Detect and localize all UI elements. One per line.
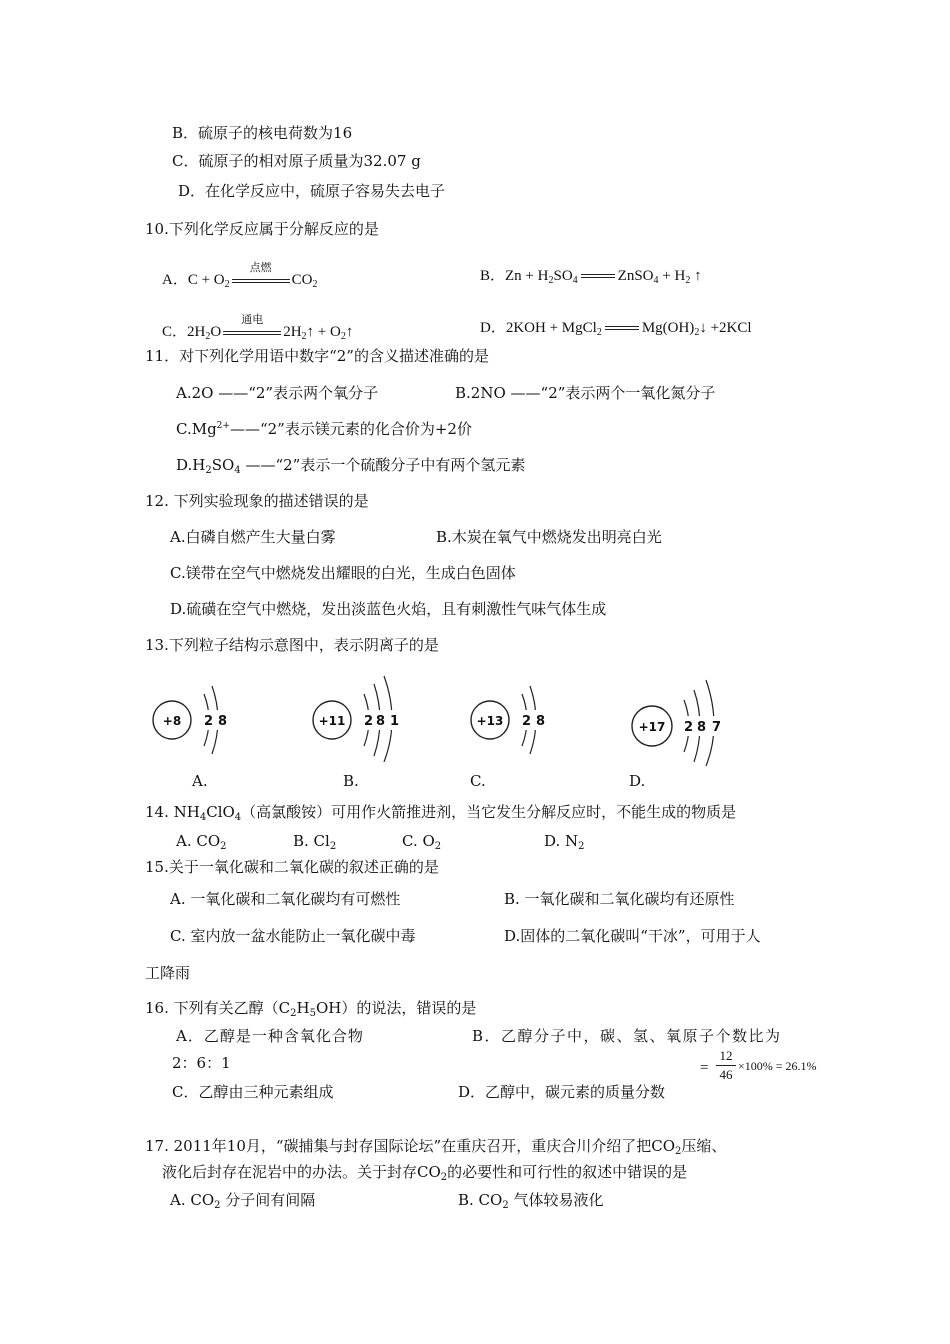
q11-stem: 11．对下列化学用语中数字“2”的含义描述准确的是: [145, 347, 489, 365]
q12-option-a: A.白磷自燃产生大量白雾: [170, 528, 336, 546]
q10-option-a: A．$C + O_2$ 点燃 $CO_2$: [162, 260, 318, 290]
q17-option-b: B. $CO_2$ 气体较易液化: [458, 1191, 604, 1211]
q15-option-c: C. 室内放一盆水能防止一氧化碳中毒: [170, 927, 416, 945]
q15-option-d: D.固体的二氧化碳叫“干冰”，可用于人: [504, 927, 761, 945]
q12-option-c: C.镁带在空气中燃烧发出耀眼的白光，生成白色固体: [170, 564, 516, 582]
equals-sign: 点燃: [232, 274, 290, 288]
atom-diagram-c: [466, 680, 566, 764]
atom-diagram-b: [308, 672, 418, 766]
q14-option-b: B. $Cl_2$: [293, 832, 337, 852]
q15-option-a: A. 一氧化碳和二氧化碳均有可燃性: [170, 890, 401, 908]
q13-stem: 13.下列粒子结构示意图中，表示阴离子的是: [145, 636, 439, 654]
q9-option-c: C．硫原子的相对原子质量为32.07 g: [172, 152, 421, 170]
q10-option-b: B．$Zn + H_2SO_4$ ZnSO$_4$ + $H_2$ ↑: [480, 268, 702, 286]
q17-option-a: A. $CO_2$ 分子间有间隔: [170, 1191, 316, 1211]
q15-option-d-continued: 工降雨: [145, 964, 191, 982]
q15-stem: 15.关于一氧化碳和二氧化碳的叙述正确的是: [145, 858, 439, 876]
svg-text:8: 8: [697, 720, 707, 735]
svg-text:7: 7: [712, 720, 722, 735]
q11-option-a: A.2O ——“2”表示两个氧分子: [176, 384, 379, 402]
svg-text:2: 2: [364, 714, 374, 729]
q12-option-d: D.硫磺在空气中燃烧，发出淡蓝色火焰，且有刺激性气味气体生成: [170, 600, 607, 618]
equals-sign: [605, 325, 639, 333]
q12-stem: 12. 下列实验现象的描述错误的是: [145, 492, 369, 510]
atom-label-c: C.: [470, 772, 486, 790]
q10-stem: 10.下列化学反应属于分解反应的是: [145, 220, 379, 238]
svg-text:1: 1: [390, 714, 400, 729]
q9-option-d: D．在化学反应中，硫原子容易失去电子: [178, 182, 446, 200]
svg-text:2: 2: [684, 720, 694, 735]
svg-text:+13: +13: [476, 714, 504, 728]
svg-text:2: 2: [204, 714, 214, 729]
q11-option-d: $D.H_2SO_4$ ——“2”表示一个硫酸分子中有两个氢元素: [176, 456, 526, 476]
q14-stem: 14. $NH_4ClO_4$（高氯酸铵）可用作火箭推进剂，当它发生分解反应时，不能生成的物质是: [145, 803, 737, 823]
q12-option-b: B.木炭在氧气中燃烧发出明亮白光: [436, 528, 662, 546]
q14-option-a: A. $CO_2$: [176, 832, 227, 852]
q10-option-d: D．2KOH + MgCl$_2$ $Mg(OH)_2↓ +2KCl$: [480, 320, 752, 338]
q16-option-b-continued: 2：6：1: [172, 1054, 231, 1072]
svg-text:8: 8: [218, 714, 228, 729]
atom-label-b: B.: [343, 772, 359, 790]
svg-text:8: 8: [376, 714, 386, 729]
q9-option-b: B．硫原子的核电荷数为16: [172, 124, 353, 142]
nucleus-charge: +8: [162, 714, 182, 728]
q11-option-b: B.2NO ——“2”表示两个一氧化氮分子: [455, 384, 716, 402]
q11-option-c: $C.Mg^{2+}——“2$”表示镁元素的化合价为+2价: [176, 420, 472, 438]
q10-option-c: C．$2H_2O$ 通电 $2H_2↑$ + $O_2↑$: [162, 312, 354, 342]
svg-text:+11: +11: [318, 714, 346, 728]
svg-text:+17: +17: [638, 720, 666, 734]
q16-option-d: D．乙醇中，碳元素的质量分数: [458, 1083, 666, 1101]
equals-sign: [581, 273, 615, 281]
equals-sign: 通电: [223, 326, 281, 340]
q15-option-b: B. 一氧化碳和二氧化碳均有还原性: [504, 890, 735, 908]
atom-diagram-d: [628, 676, 738, 770]
atom-label-a: A.: [192, 772, 208, 790]
q17-stem-line2: 液化后封存在泥岩中的办法。关于封存$CO_2$的必要性和可行性的叙述中错误的是: [162, 1163, 688, 1183]
svg-text:2: 2: [522, 714, 532, 729]
option-letter: A．: [162, 272, 188, 288]
q14-option-d: D. $N_2$: [544, 832, 585, 852]
q16-option-c: C．乙醇由三种元素组成: [172, 1083, 334, 1101]
q16-stem: 16. 下列有关乙醇$(C_2H_5OH)$的说法，错误的是: [145, 999, 477, 1019]
q16-option-a: A．乙醇是一种含氧化合物: [176, 1027, 364, 1045]
atom-label-d: D.: [629, 772, 646, 790]
q16-option-b: B．乙醇分子中，碳、氢、氧原子个数比为: [472, 1027, 782, 1045]
q14-option-c: C. $O_2$: [402, 832, 442, 852]
svg-text:8: 8: [536, 714, 546, 729]
q17-stem-line1: 17. 2011年10月，“碳捕集与封存国际论坛”在重庆召开，重庆合川介绍了把$CO_2$压缩、: [145, 1137, 727, 1157]
atom-diagram-a: [150, 680, 250, 764]
